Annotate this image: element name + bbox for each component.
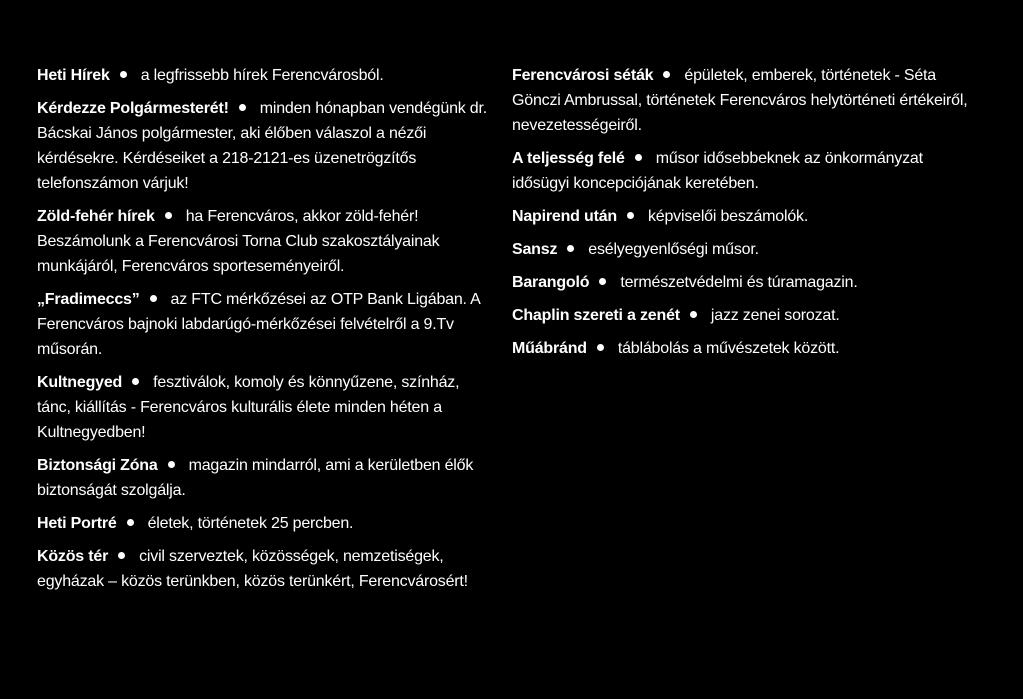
bullet-dot-icon — [165, 212, 172, 219]
program-description: életek, történetek 25 percben. — [147, 515, 354, 532]
program-entry — [512, 63, 982, 138]
right-program-list — [512, 63, 982, 369]
program-entry — [37, 453, 487, 503]
program-entry — [37, 287, 487, 362]
program-description: magazin mindarról, ami a kerületben élők biztonságát szolgálja. — [37, 457, 474, 499]
program-title: Kérdezze Polgármesterét! — [37, 100, 229, 117]
program-title: „Fradimeccs” — [37, 291, 140, 308]
program-title: Zöld-fehér hírek — [37, 208, 155, 225]
bullet-dot-icon — [597, 344, 604, 351]
program-title: Napirend után — [512, 208, 617, 225]
program-description: a legfrissebb hírek Ferencvárosból. — [140, 67, 384, 84]
program-entry — [512, 146, 982, 196]
program-title: A teljesség felé — [512, 150, 625, 167]
program-entry — [37, 204, 487, 279]
program-title: Barangoló — [512, 274, 590, 291]
left-program-list — [37, 63, 487, 602]
program-description: természetvédelmi és túramagazin. — [620, 274, 858, 291]
bullet-dot-icon — [132, 378, 139, 385]
program-description: minden hónapban vendégünk dr. Bácskai János polgármester, aki élőben válaszol a nézői kérdésekre. Kérdéseiket a 218-2121-es üzenetrögzítős telefonszámon várjuk! — [37, 100, 487, 192]
program-description: épületek, emberek, történetek - Séta Gönczi Ambrussal, történetek Ferencváros helytörténeti értékeiről, nevezetességeiről. — [512, 67, 968, 134]
program-title: Heti Portré — [37, 515, 117, 532]
program-title: Chaplin szereti a zenét — [512, 307, 680, 324]
program-description: az FTC mérkőzései az OTP Bank Ligában. A Ferencváros bajnoki labdarúgó-mérkőzései felvételről a 9.Tv műsorán. — [37, 291, 480, 358]
bullet-dot-icon — [567, 245, 574, 252]
program-entry — [37, 544, 487, 594]
program-entry — [37, 96, 487, 196]
program-title: Ferencvárosi séták — [512, 67, 654, 84]
program-title: Heti Hírek — [37, 67, 110, 84]
program-title: Biztonsági Zóna — [37, 457, 158, 474]
bullet-dot-icon — [118, 552, 125, 559]
program-entry — [512, 204, 982, 229]
program-entry — [37, 63, 487, 88]
program-description: műsor idősebbeknek az önkormányzat idősügyi koncepciójának keretében. — [512, 150, 923, 192]
program-description: képviselői beszámolók. — [647, 208, 809, 225]
bullet-dot-icon — [127, 519, 134, 526]
program-entry — [512, 270, 982, 295]
program-description: esélyegyenlőségi műsor. — [588, 241, 759, 258]
program-entry — [37, 370, 487, 445]
program-title: Műábránd — [512, 340, 587, 357]
bullet-dot-icon — [627, 212, 634, 219]
program-description: jazz zenei sorozat. — [710, 307, 840, 324]
program-description: ha Ferencváros, akkor zöld-fehér! Beszámolunk a Ferencvárosi Torna Club szakosztályainak munkájáról, Ferencváros sporteseményeiről. — [37, 208, 440, 275]
bullet-dot-icon — [663, 71, 670, 78]
program-description: táblábolás a művészetek között. — [617, 340, 840, 357]
program-entry — [37, 511, 487, 536]
bullet-dot-icon — [690, 311, 697, 318]
bullet-dot-icon — [168, 461, 175, 468]
program-description: fesztiválok, komoly és könnyűzene, színház, tánc, kiállítás - Ferencváros kulturális élete minden héten a Kultnegyedben! — [37, 374, 460, 441]
bullet-dot-icon — [120, 71, 127, 78]
program-title: Kultnegyed — [37, 374, 123, 391]
program-entry — [512, 237, 982, 262]
bullet-dot-icon — [599, 278, 606, 285]
program-description: civil szerveztek, közösségek, nemzetiségek, egyházak – közös terünkben, közös terünkért, Ferencvárosért! — [37, 548, 468, 590]
bullet-dot-icon — [239, 104, 246, 111]
program-title: Sansz — [512, 241, 558, 258]
program-entry — [512, 303, 982, 328]
bullet-dot-icon — [150, 295, 157, 302]
program-title: Közös tér — [37, 548, 109, 565]
program-entry — [512, 336, 982, 361]
bullet-dot-icon — [635, 154, 642, 161]
